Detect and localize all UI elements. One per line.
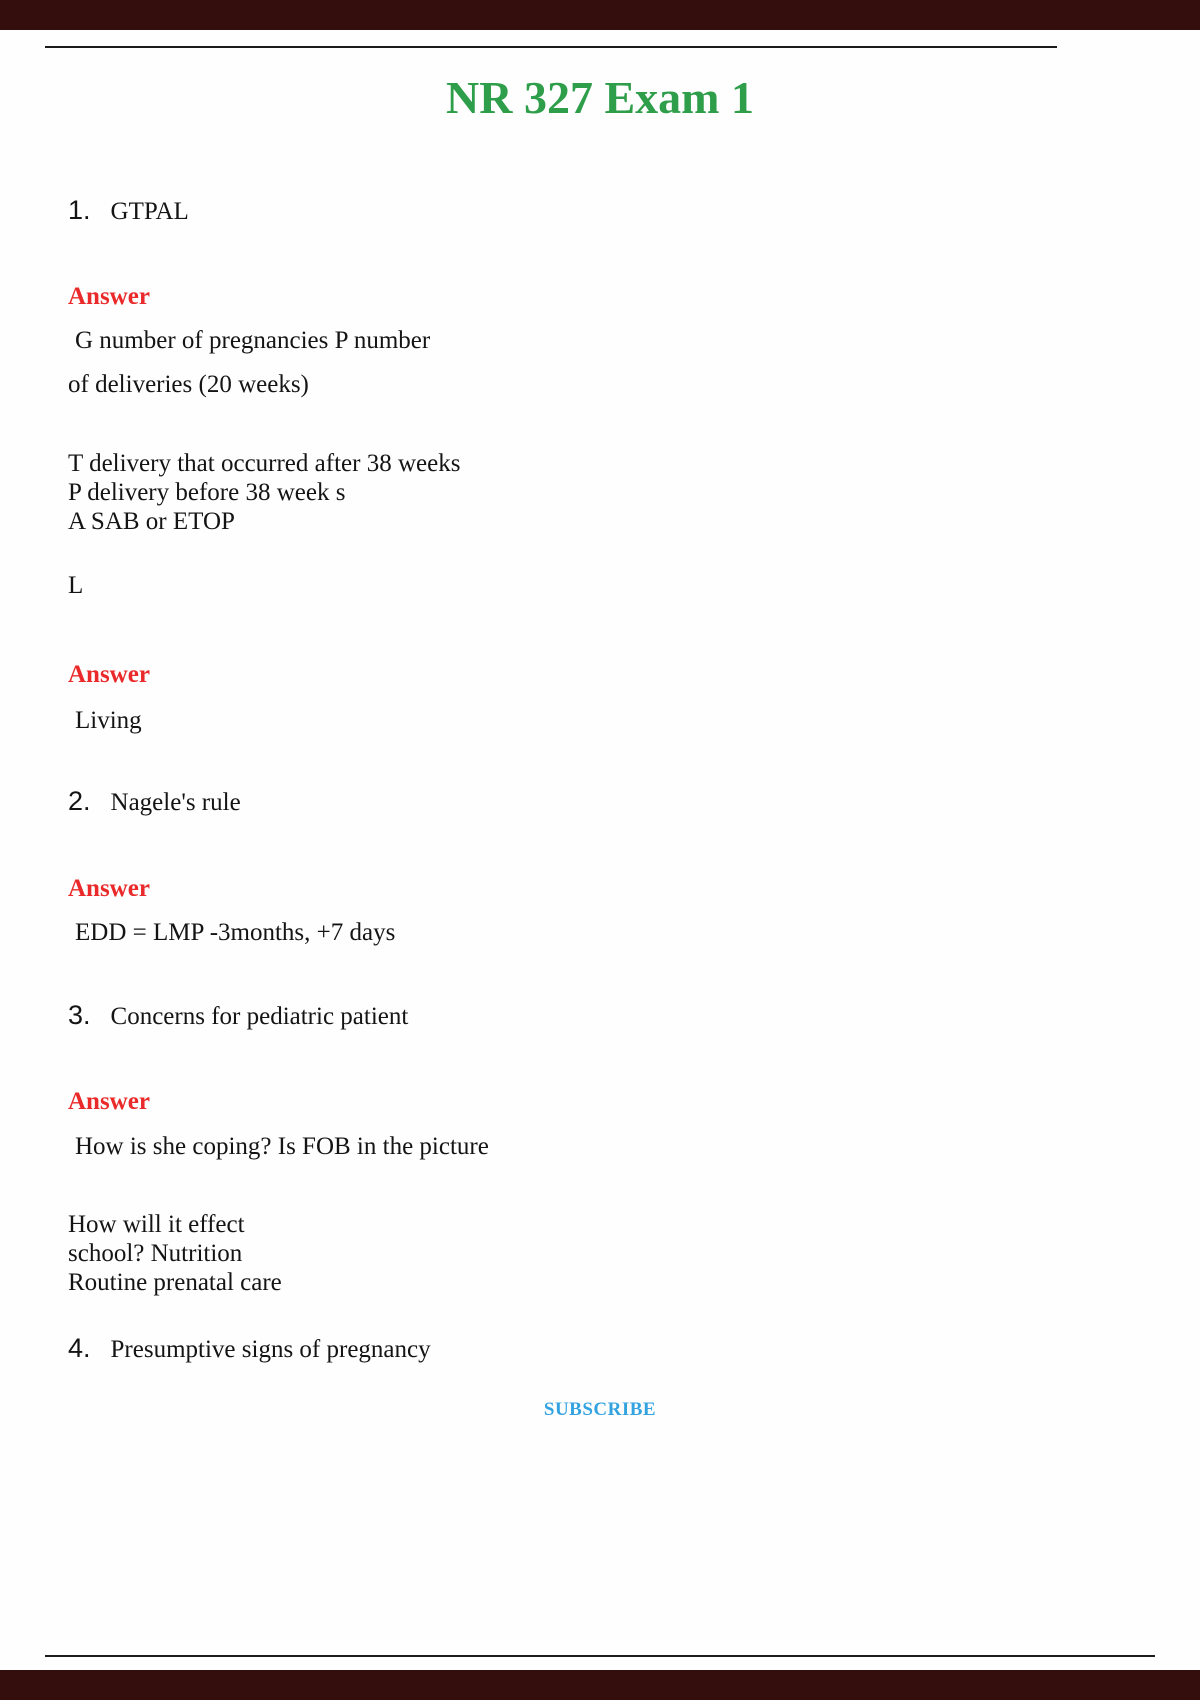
answer-1-line-1: G number of pregnancies P number — [75, 326, 431, 354]
top-rule — [45, 46, 1057, 48]
answer-3-text: EDD = LMP -3months, +7 days — [75, 918, 396, 946]
top-border-bar — [0, 0, 1200, 30]
answer-1-paragraph-2 — [68, 449, 1132, 536]
question-4-number: 4. — [68, 1332, 91, 1363]
question-3 — [68, 1000, 1132, 1031]
term-l-prompt: L — [68, 571, 84, 599]
question-1-number: 1. — [68, 194, 91, 225]
answer-1-line-4: P delivery before 38 week s — [68, 478, 346, 506]
question-1 — [68, 195, 1132, 226]
answer-4-line-3: school? Nutrition — [68, 1239, 243, 1267]
question-3-text: Concerns for pediatric patient — [110, 1002, 409, 1030]
answer-2-text: Living — [75, 706, 142, 734]
answer-heading-4: Answer — [68, 1087, 150, 1115]
question-2-text: Nagele's rule — [110, 788, 241, 816]
subscribe-link[interactable]: SUBSCRIBE — [543, 1398, 657, 1420]
question-3-number: 3. — [68, 999, 91, 1030]
bottom-border-bar — [0, 1670, 1200, 1700]
answer-4-paragraph-2 — [68, 1210, 1132, 1297]
answer-heading-2: Answer — [68, 660, 150, 688]
answer-1-line-2: of deliveries (20 weeks) — [68, 370, 309, 398]
answer-1-line-5: A SAB or ETOP — [68, 507, 235, 535]
document-content — [0, 195, 1200, 1421]
answer-1-line-3: T delivery that occurred after 38 weeks — [68, 449, 461, 477]
bottom-rule — [45, 1655, 1155, 1657]
question-2-number: 2. — [68, 785, 91, 816]
question-4-text: Presumptive signs of pregnancy — [110, 1335, 431, 1363]
answer-4-line-4: Routine prenatal care — [68, 1268, 282, 1296]
question-1-text: GTPAL — [110, 197, 189, 225]
answer-4-text: How is she coping? Is FOB in the picture — [75, 1132, 489, 1160]
question-2 — [68, 786, 1132, 817]
answer-heading-3: Answer — [68, 874, 150, 902]
page-title: NR 327 Exam 1 — [446, 72, 754, 123]
answer-4-line-2: How will it effect — [68, 1210, 245, 1238]
answer-heading-1: Answer — [68, 282, 150, 310]
question-4 — [68, 1333, 1132, 1364]
